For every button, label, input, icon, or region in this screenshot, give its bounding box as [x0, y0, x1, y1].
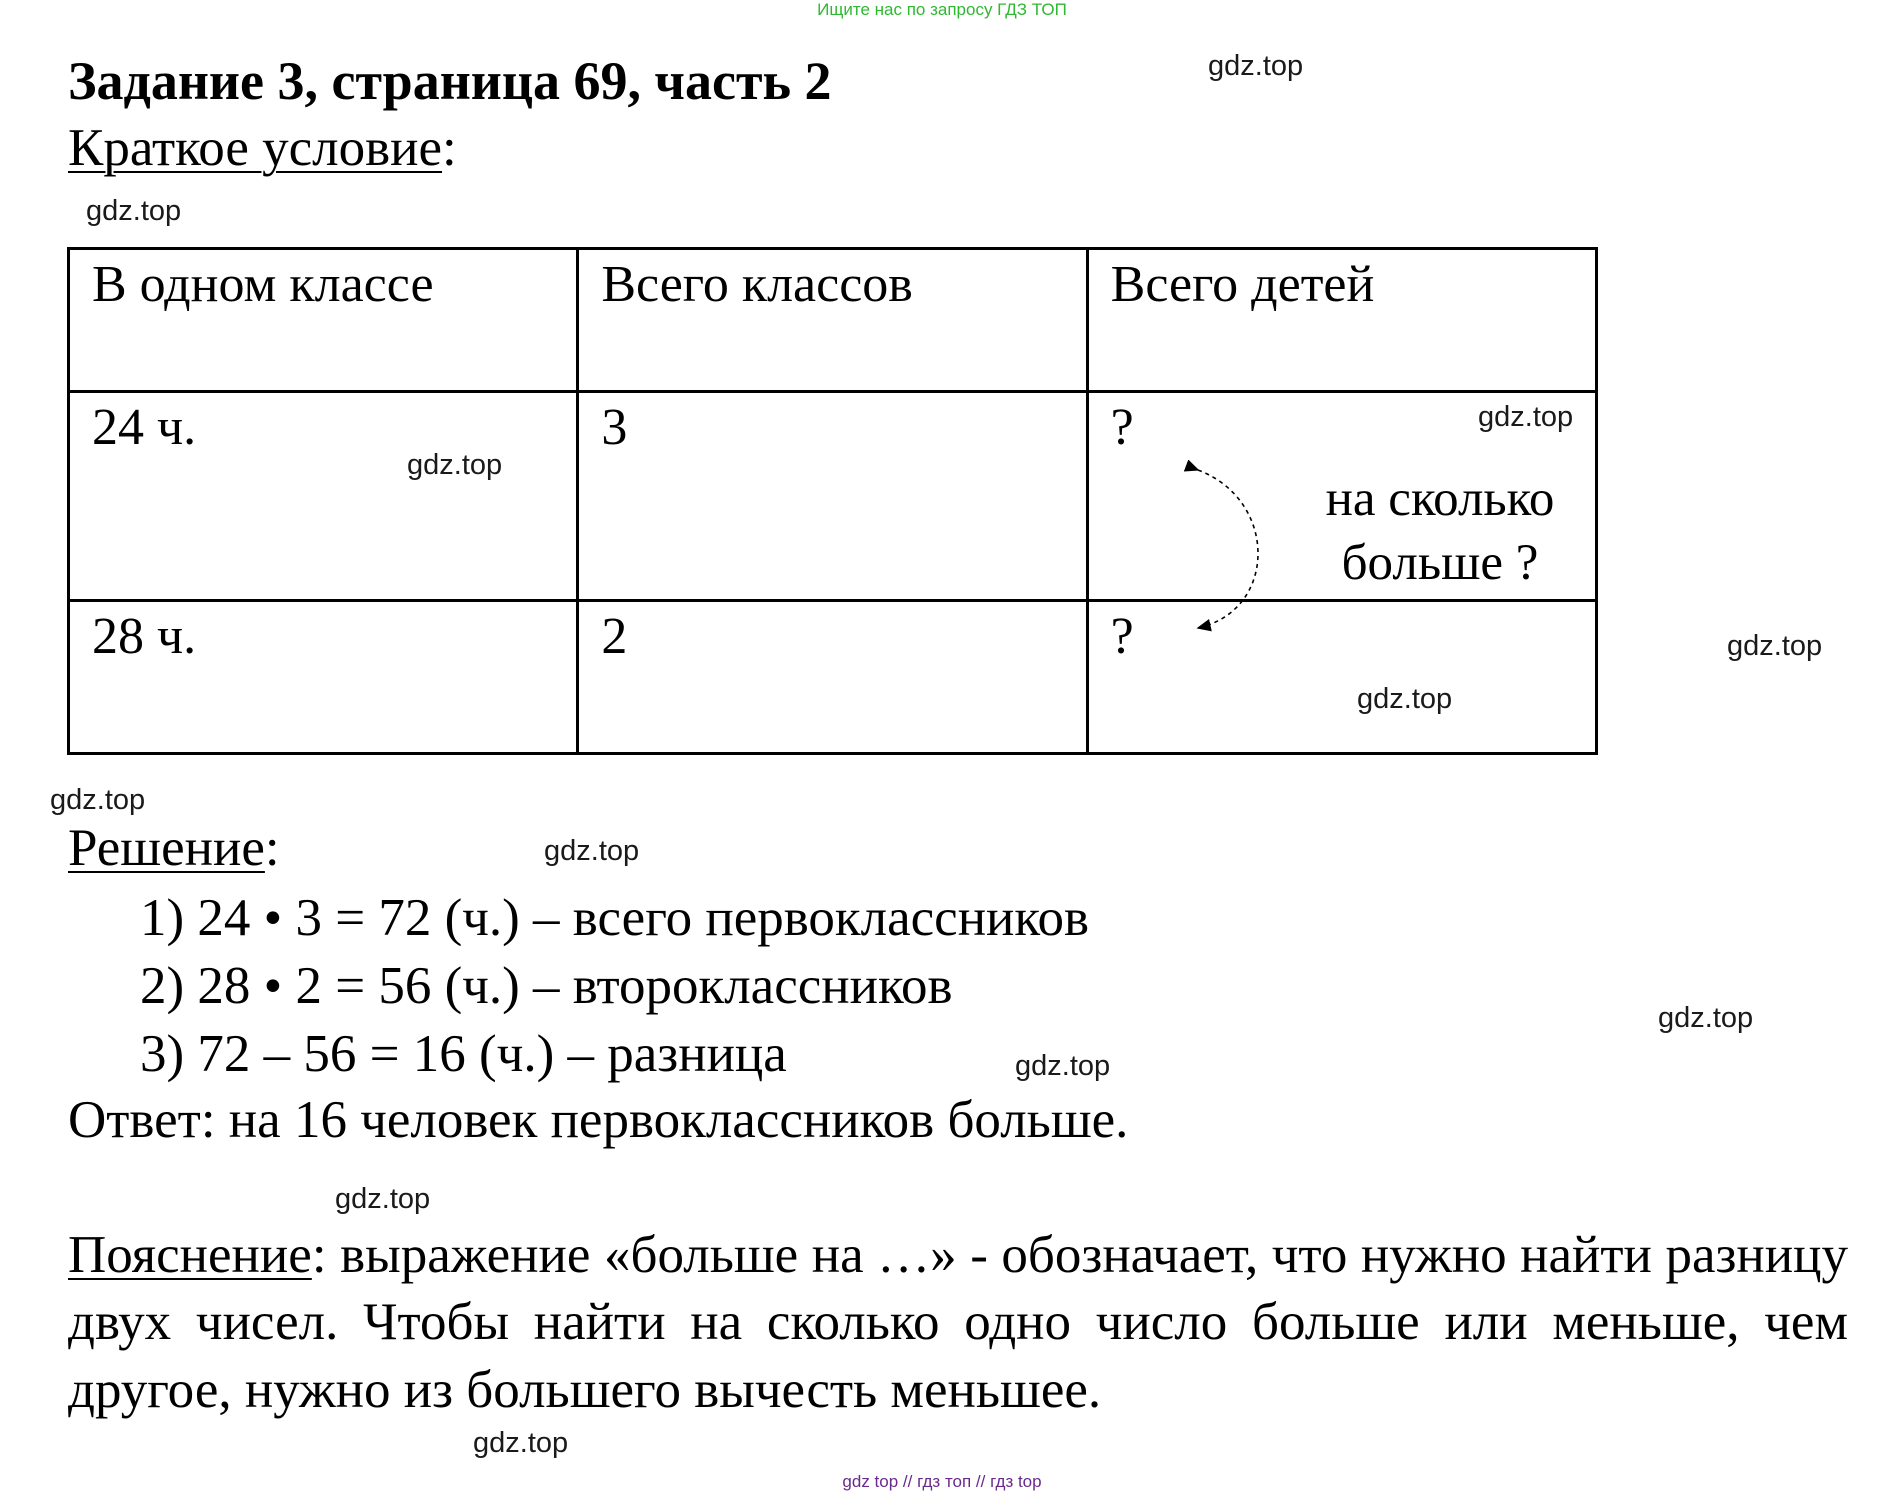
footer-links: gdz top // гдз топ // гдз top — [842, 1472, 1042, 1491]
condition-heading-label: Краткое условие — [68, 119, 443, 177]
watermark: gdz.top — [1727, 630, 1823, 662]
header-cell-per-class: В одном классе — [69, 249, 578, 392]
table-cell: 24 ч. — [69, 392, 578, 601]
comparison-note: на сколько больше ? — [1325, 471, 1555, 591]
watermark: gdz.top — [407, 449, 503, 481]
explanation-paragraph — [68, 1222, 1848, 1424]
watermark: gdz.top — [335, 1183, 431, 1215]
table-cell: ? — [1087, 601, 1596, 754]
solution-step-1: 1) 24 • 3 = 72 (ч.) – всего первоклассников — [140, 889, 1090, 947]
table-cell: 28 ч. — [69, 601, 578, 754]
watermark: gdz.top — [86, 195, 182, 227]
watermark: gdz.top — [1208, 50, 1304, 82]
solution-heading: Решение: — [68, 819, 280, 877]
page-title: Задание 3, страница 69, часть 2 — [68, 51, 832, 111]
condition-heading: Краткое условие: — [68, 119, 457, 177]
answer-line: Ответ: на 16 человек первоклассников больше. — [68, 1091, 1129, 1149]
solution-step-3: 3) 72 – 56 = 16 (ч.) – разница — [140, 1025, 787, 1083]
table-cell: 3 — [578, 392, 1087, 601]
watermark: gdz.top — [1015, 1050, 1111, 1082]
table-cell: 2 — [578, 601, 1087, 754]
watermark: gdz.top — [544, 835, 640, 867]
watermark: gdz.top — [50, 784, 146, 816]
explanation-heading: Пояснение — [68, 1226, 312, 1284]
comparison-arrow — [1160, 460, 1280, 650]
solution-heading-label: Решение — [68, 819, 265, 877]
table-row-second-graders — [69, 601, 1597, 754]
solution-step-2: 2) 28 • 2 = 56 (ч.) – второклассников — [140, 957, 953, 1015]
header-cell-children: Всего детей — [1087, 249, 1596, 392]
watermark: gdz.top — [1357, 683, 1453, 715]
search-hint-banner: Ищите нас по запросу ГДЗ ТОП — [817, 0, 1067, 19]
table-cell: ? — [1087, 392, 1596, 601]
table-header-row — [69, 249, 1597, 392]
explanation-text: : выражение «больше на …» - обозначает, что нужно найти разницу двух чисел. Чтобы найти на сколько одно число больше или меньше, чем другое, нужно из большего вычесть меньшее. — [68, 1226, 1848, 1419]
header-cell-classes: Всего классов — [578, 249, 1087, 392]
watermark: gdz.top — [473, 1427, 569, 1459]
watermark: gdz.top — [1478, 401, 1574, 433]
watermark: gdz.top — [1658, 1002, 1754, 1034]
